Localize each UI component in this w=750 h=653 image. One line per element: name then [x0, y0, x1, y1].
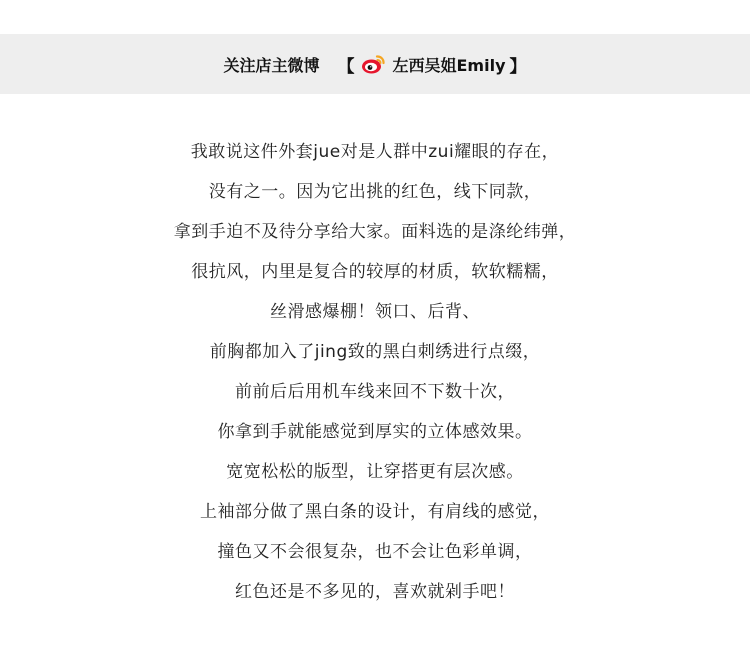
description-line: 丝滑感爆棚！领口、后背、 [270, 302, 480, 322]
description-line: 你拿到手就能感觉到厚实的立体感效果。 [217, 422, 533, 442]
weibo-account-name-link[interactable]: 左西吴姐Emily [392, 55, 506, 75]
description-line: 宽宽松松的版型，让穿搭更有层次感。 [226, 462, 524, 482]
description-line: 前胸都加入了jing致的黑白刺绣进行点缀， [209, 342, 541, 362]
description-line: 前前后后用机车线来回不下数十次， [235, 382, 515, 402]
description-line: 红色还是不多见的，喜欢就剁手吧！ [235, 582, 515, 602]
description-line: 上袖部分做了黑白条的设计，有肩线的感觉， [200, 502, 550, 522]
description-line: 拿到手迫不及待分享给大家。面料选的是涤纶纬弹， [173, 222, 577, 242]
weibo-icon [361, 53, 387, 75]
description-line: 我敢说这件外套jue对是人群中zui耀眼的存在， [190, 142, 560, 162]
follow-weibo-banner[interactable] [0, 34, 750, 94]
description-line: 没有之一。因为它出挑的红色，线下同款， [208, 182, 542, 202]
description-line: 撞色又不会很复杂，也不会让色彩单调， [217, 542, 533, 562]
follow-shop-owner-weibo-label: 关注店主微博 [223, 55, 320, 75]
product-description [0, 132, 750, 612]
right-bracket: 】 [509, 56, 527, 77]
description-line: 很抗风，内里是复合的较厚的材质，软软糯糯， [191, 262, 559, 282]
left-bracket: 【 [337, 56, 355, 77]
